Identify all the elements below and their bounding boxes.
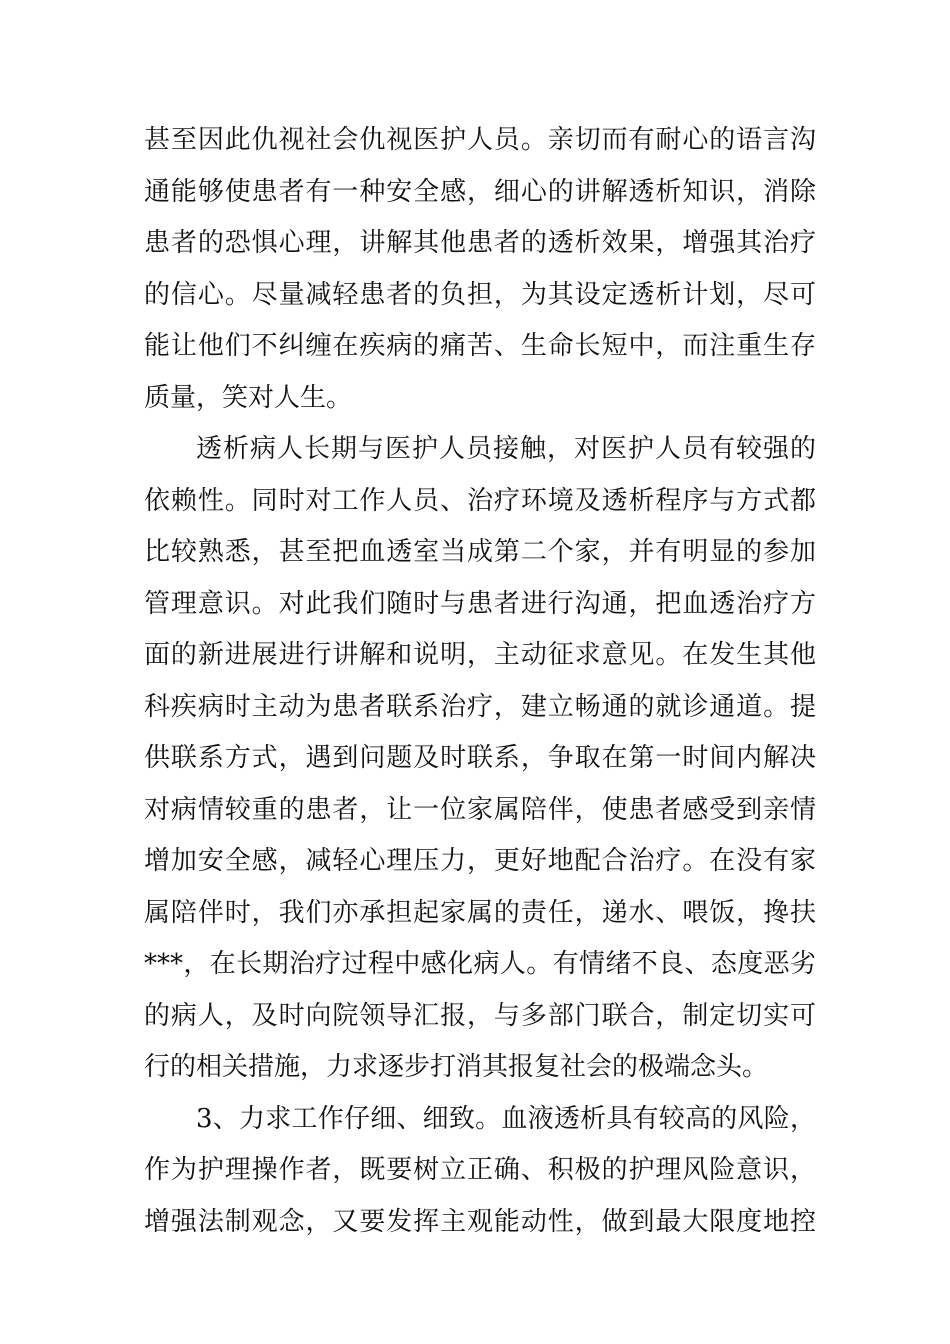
text-line: 管理意识。对此我们随时与患者进行沟通，把血透治疗方 [144, 588, 816, 619]
text-line: 行的相关措施，力求逐步打消其报复社会的极端念头。 [144, 1052, 769, 1082]
text-line: ***，在长期治疗过程中感化病人。有情绪不良、态度恶劣 [144, 949, 816, 979]
text-line: 透析病人长期与医护人员接触，对医护人员有较强的 [196, 434, 816, 464]
text-line: 科疾病时主动为患者联系治疗，建立畅通的就诊通道。提 [144, 691, 816, 722]
text-line: 面的新进展进行讲解和说明，主动征求意见。在发生其他 [144, 640, 816, 670]
text-line: 甚至因此仇视社会仇视医护人员。亲切而有耐心的语言沟 [144, 125, 816, 155]
text-line: 属陪伴时，我们亦承担起家属的责任，递水、喂饭，搀扶 [144, 897, 816, 928]
text-line: 的病人，及时向院领导汇报，与多部门联合，制定切实可 [144, 1000, 816, 1031]
text-line: 的信心。尽量减轻患者的负担，为其设定透析计划，尽可 [144, 279, 816, 310]
text-line: 比较熟悉，甚至把血透室当成第二个家，并有明显的参加 [144, 537, 816, 567]
text-line: 作为护理操作者，既要树立正确、积极的护理风险意识， [144, 1155, 816, 1185]
text-line: 通能够使患者有一种安全感，细心的讲解透析知识，消除 [144, 176, 816, 207]
text-line: 增强法制观念，又要发挥主观能动性，做到最大限度地控 [144, 1206, 816, 1237]
text-line: 供联系方式，遇到问题及时联系，争取在第一时间内解决 [144, 743, 816, 773]
document-body [144, 127, 816, 1260]
text-line: 对病情较重的患者，让一位家属陪伴，使患者感受到亲情 [144, 794, 816, 825]
text-line: 依赖性。同时对工作人员、治疗环境及透析程序与方式都 [144, 485, 816, 516]
text-line: 能让他们不纠缠在疾病的痛苦、生命长短中，而注重生存 [144, 331, 816, 361]
text-line: 患者的恐惧心理，讲解其他患者的透析效果，增强其治疗 [144, 228, 816, 258]
text-line: 增加安全感，减轻心理压力，更好地配合治疗。在没有家 [144, 846, 816, 876]
text-line: 3、力求工作仔细、细致。血液透析具有较高的风险， [196, 1103, 816, 1134]
text-line: 质量，笑对人生。 [144, 382, 353, 413]
